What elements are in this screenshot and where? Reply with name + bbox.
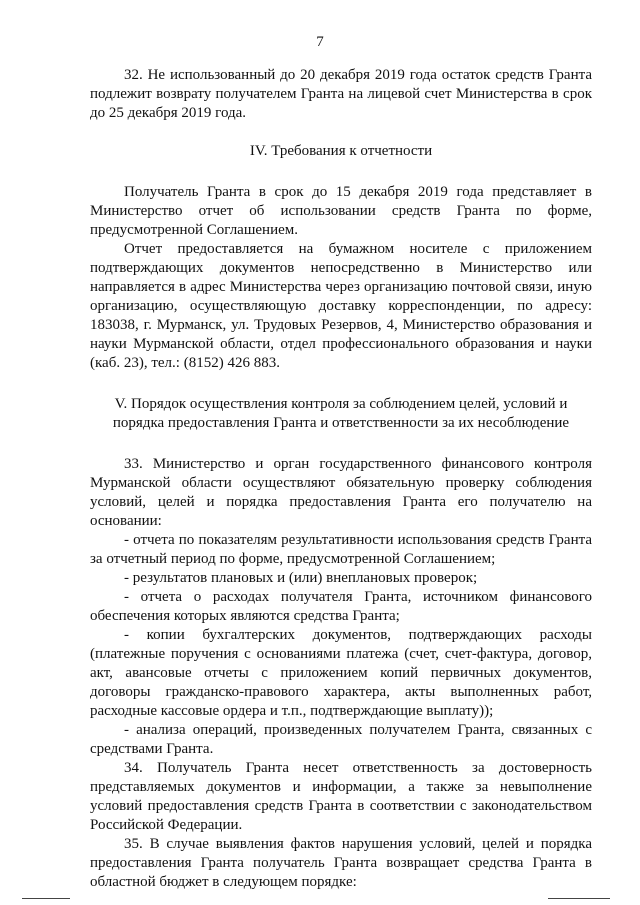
list-item: - отчета о расходах получателя Гранта, источником финансового обеспечения которых являются средства Гранта; [90, 589, 592, 624]
page-number: 7 [316, 34, 324, 50]
section-heading-iv: IV. Требования к отчетности [249, 143, 433, 159]
list-item: - отчета по показателям результативности использования средств Гранта за отчетный период по форме, предусмотренной Соглашением; [90, 532, 592, 567]
list-item: - копии бухгалтерских документов, подтверждающих расходы (платежные поручения с основаниями платежа (счет, счет-фактура, договор, акт, авансовые отчеты с приложением копий первичных документов, договоры гражданско-правового характера, акты выполненных работ, расходные кассовые ордера и т.п., подтверждающие выплату)); [90, 627, 592, 719]
document-body [90, 66, 592, 892]
paragraph-34: 34. Получатель Гранта несет ответственность за достоверность представляемых документов и информации, а также за невыполнение условий предоставления средств Гранта в соответствии с законодательством Российской Федерации. [90, 760, 592, 833]
paragraph-reporting-submission: Отчет предоставляется на бумажном носителе с приложением подтверждающих документов непосредственно в Министерство или направляется в адрес Министерства через организацию почтовой связи, иную организацию, осуществляющую доставку корреспонденции, по адресу: 183038, г. Мурманск, ул. Трудовых Резервов, 4, Министерство образования и науки Мурманской области, отдел профессионального образования и науки (каб. 23), тел.: (8152) 426 883. [90, 241, 592, 371]
paragraph-reporting-deadline: Получатель Гранта в срок до 15 декабря 2019 года представляет в Министерство отчет об использовании средств Гранта по форме, предусмотренной Соглашением. [90, 184, 592, 238]
section-heading-v-line1: V. Порядок осуществления контроля за соблюдением целей, условий и [114, 396, 568, 412]
section-heading-v-line2: порядка предоставления Гранта и ответственности за их несоблюдение [112, 415, 570, 431]
paragraph-32: 32. Не использованный до 20 декабря 2019 года остаток средств Гранта подлежит возврату получателем Гранта на лицевой счет Министерства в срок до 25 декабря 2019 года. [90, 67, 592, 121]
paragraph-35: 35. В случае выявления фактов нарушения условий, целей и порядка предоставления Гранта получатель Гранта возвращает средства Гранта в областной бюджет в следующем порядке: [90, 836, 592, 890]
list-item: - результатов плановых и (или) внеплановых проверок; [124, 570, 478, 586]
list-item: - анализа операций, произведенных получателем Гранта, связанных с средствами Гранта. [90, 722, 592, 757]
scan-edge-mark [548, 898, 610, 899]
paragraph-33: 33. Министерство и орган государственного финансового контроля Мурманской области осуществляют обязательную проверку соблюдения условий, целей и порядка предоставления Гранта его получателю на основании: [90, 456, 592, 529]
scan-edge-mark [22, 898, 70, 899]
